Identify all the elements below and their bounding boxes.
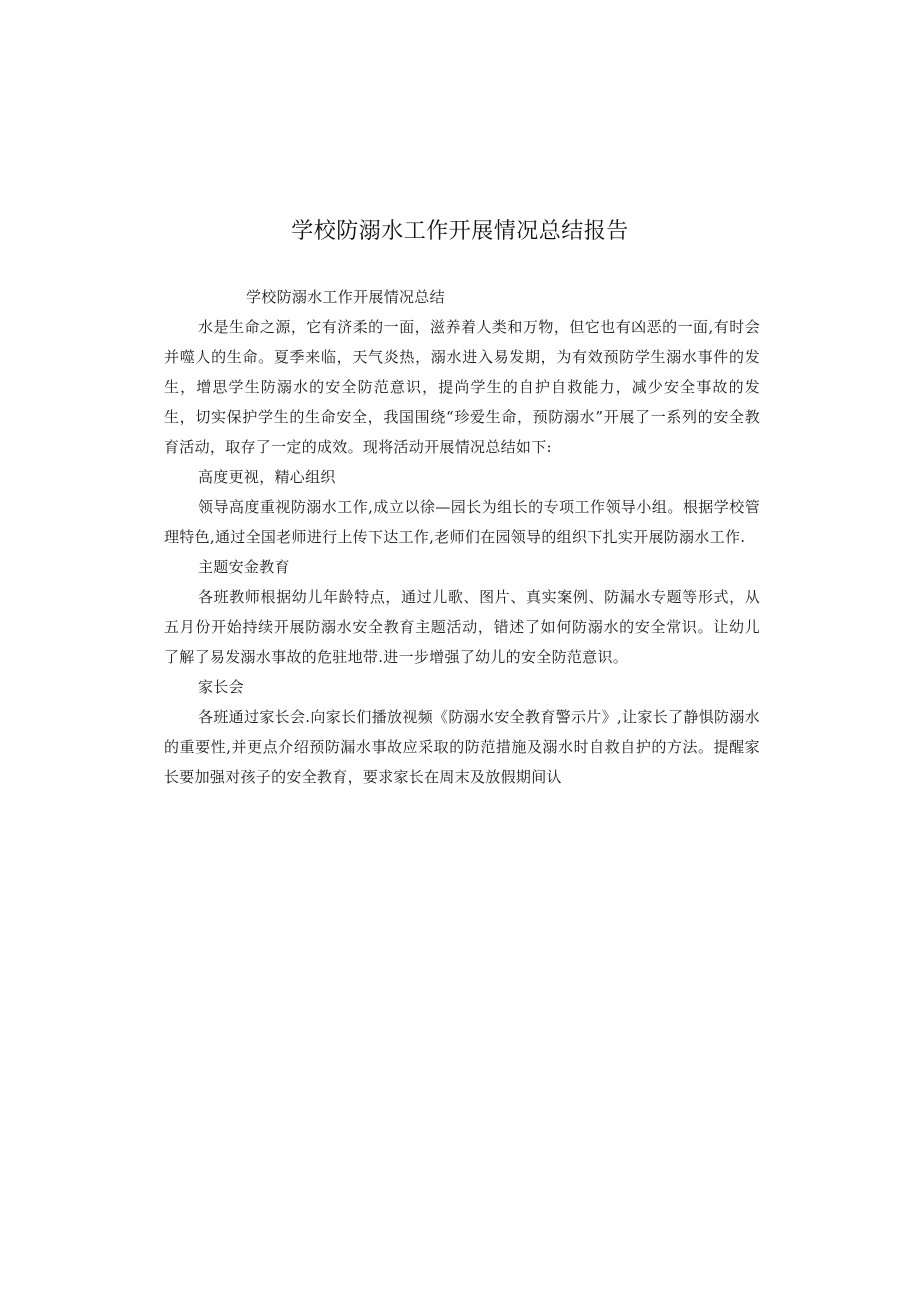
paragraph-organization: 领导高度重视防溺水工作,成立以徐—园长为组长的专项工作领导小组。根据学校管理特色,通过全国老师进行上传下达工作,老师们在园领导的组织下扎实开展防溺水工作.: [164, 498, 760, 546]
section-heading-education: 主题安金教育: [198, 558, 290, 576]
document-title: 学校防溺水工作开展情况总结报告: [291, 219, 629, 244]
document-subtitle: 学校防溺水工作开展情况总结: [246, 288, 445, 306]
paragraph-intro: 水是生命之源，它有济柔的一面，滋养着人类和万物，但它也有凶恶的一面,有时会并噬人的生命。夏季来临，天气炎热，溺水进入易发期，为有效预防学生溺水事件的发生，增思学生防溺水的安全防范意识，提尚学生的自护自救能力，减少安全事故的发生，切实保护学生的生命安全，我国围绕“珍爱生命，预防溺水”开展了一系列的安全教育活动，取存了一定的成效。现将活动开展情况总结如下:: [164, 318, 760, 456]
section-heading-organization: 高度更视，精心组织: [198, 468, 336, 486]
section-heading-parents-meeting: 家长会: [198, 678, 244, 696]
paragraph-parents-meeting: 各班通过家长会.向家长们播放视频《防溺水安全教育警示片》,让家长了静惧防溺水的重要性,并更点介绍预防漏水事故应采取的防范措施及溺水时自救自护的方法。提醒家长要加强对孩子的安全教育，要求家长在周末及放假期间认: [164, 708, 760, 786]
document-body: [164, 282, 760, 792]
paragraph-education: 各班教师根据幼儿年龄特点，通过儿歌、图片、真实案例、防漏水专题等形式，从五月份开始持续开展防溺水安全教育主题活动，错述了如何防溺水的安全常识。让幼儿了解了易发溺水事故的危驻地带.进一步增强了幼儿的安全防范意识。: [164, 588, 760, 666]
